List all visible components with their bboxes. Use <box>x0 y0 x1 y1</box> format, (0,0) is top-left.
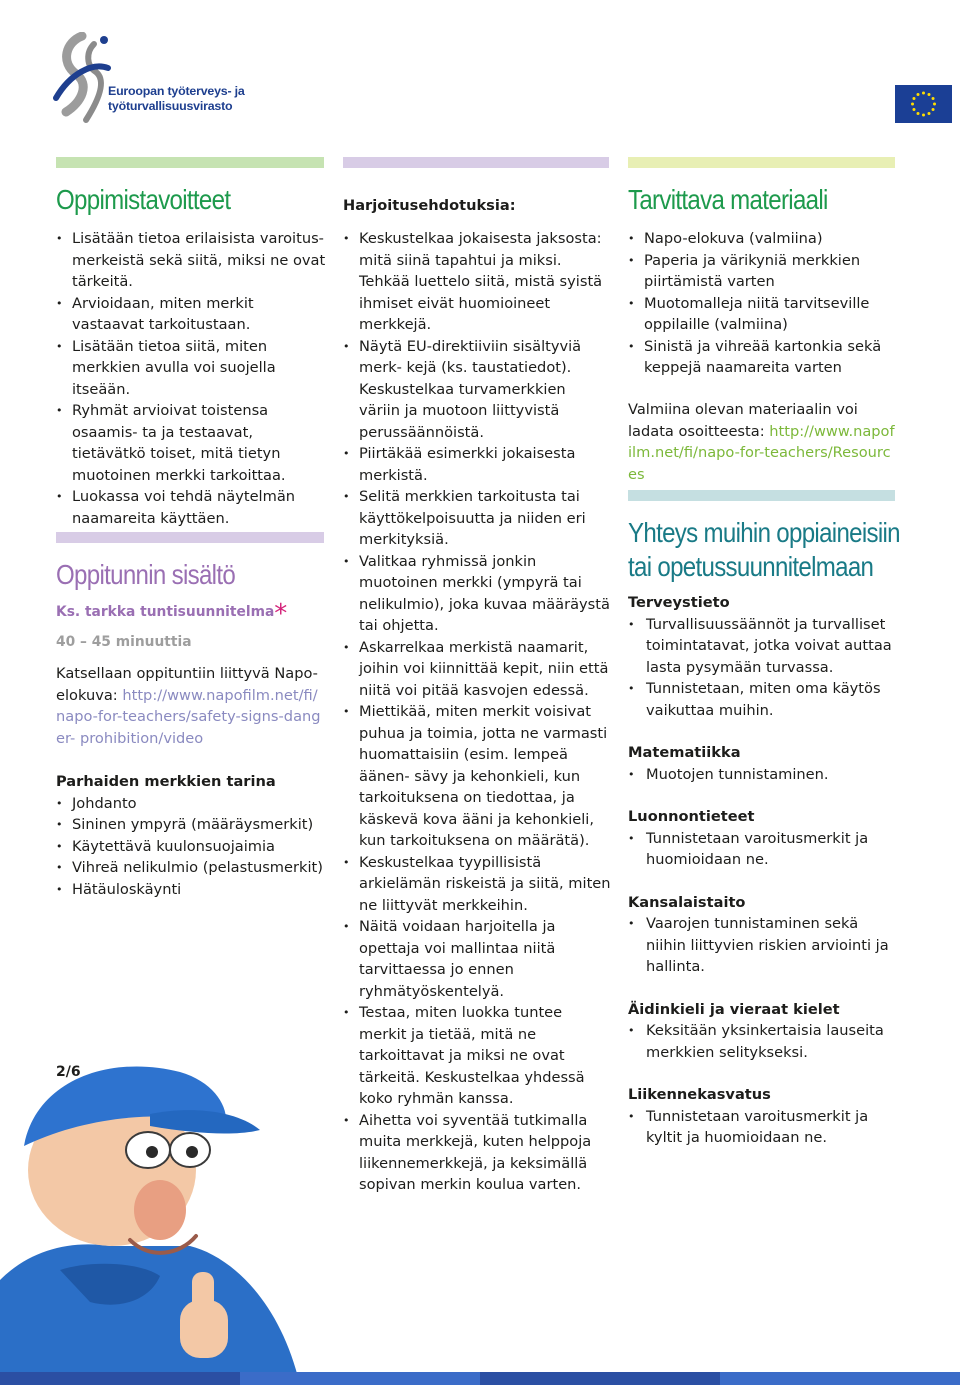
lesson-plan-ref <box>56 598 326 629</box>
list-item: • Aihetta voi syventää tutkimalla muita merkkejä, kuten helppoja liikennemerkkejä, ja keksimällä sopivan merkin koulua varten. <box>343 1110 611 1196</box>
subject-heading: Matematiikka <box>628 744 741 761</box>
napo-mascot-image <box>0 1050 300 1385</box>
lesson-plan-link[interactable]: Ks. tarkka tuntisuunnitelma <box>56 604 275 620</box>
eu-star-icon <box>928 93 931 96</box>
section-bar-green <box>56 157 324 168</box>
list-item: • Muotomalleja niitä tarvitseville oppilaille (valmiina) <box>628 293 896 336</box>
section-bar-teal <box>628 490 895 501</box>
list-item: • Ryhmät arvioivat toistensa osaamis- ta ja testaavat, tietävätkö toiset, mitä tietyn muotoinen merkki tarkoittaa. <box>56 400 326 486</box>
list-item: • Näitä voidaan harjoitella ja opettaja voi mallintaa niitä tarvittaessa jo ennen ryhmätyöskentelyä. <box>343 916 611 1002</box>
subject-items <box>628 1020 896 1063</box>
eu-star-icon <box>912 108 915 111</box>
list-item: • Keskustelkaa tyypillisistä arkielämän riskeistä ja siitä, miten ne liittyvät merkkeihin. <box>343 852 611 917</box>
list-item: • Paperia ja värikyniä merkkien piirtämistä varten <box>628 250 896 293</box>
eu-star-icon <box>932 97 935 100</box>
video-intro-text: Katsellaan oppituntiin liittyvä Napo-elokuva: <box>56 665 318 704</box>
video-intro <box>56 663 326 749</box>
list-item: • Sininen ympyrä (määräysmerkit) <box>56 814 326 836</box>
list-item: • Piirtäkää esimerkki jokaisesta merkistä. <box>343 443 611 486</box>
lesson-content-heading: Oppitunnin sisältö <box>56 559 236 590</box>
duration: 40 – 45 minuuttia <box>56 633 192 650</box>
list-item: • Valitkaa ryhmissä jonkin muotoinen merkki (ympyrä tai nelikulmio), joka kuvaa määräystä tai ohjetta. <box>343 551 611 637</box>
download-link[interactable]: http://www.napofilm.net/fi/napo-for-teachers/Resources <box>628 422 895 483</box>
subject-heading: Kansalaistaito <box>628 893 746 911</box>
exercises-list <box>343 228 611 1196</box>
eu-star-icon <box>932 108 935 111</box>
curriculum-subjects <box>628 592 896 1149</box>
subject-heading: Äidinkieli ja vieraat kielet <box>628 1000 840 1018</box>
list-item: • Napo-elokuva (valmiina) <box>628 228 896 250</box>
eu-star-icon <box>911 103 914 106</box>
list-item: • Vaarojen tunnistaminen sekä niihin liittyvien riskien arviointi ja hallinta. <box>628 913 896 978</box>
agency-name <box>108 84 245 114</box>
list-item: • Keksitään yksinkertaisia lauseita merkkien selitykseksi. <box>628 1020 896 1063</box>
list-item: • Hätäuloskäynti <box>56 879 326 901</box>
list-item: • Luokassa voi tehdä näytelmän naamareita käyttäen. <box>56 486 326 529</box>
story-list <box>56 793 326 901</box>
list-item: • Johdanto <box>56 793 326 815</box>
eu-star-icon <box>928 112 931 115</box>
footnote-star: * <box>274 599 288 629</box>
list-item: • Lisätään tietoa siitä, miten merkkien avulla voi suojella itseään. <box>56 336 326 401</box>
list-item: • Askarrelkaa merkistä naamarit, joihin voi kiinnittää kepit, niin että niitä voi pitää kasvojen edessä. <box>343 637 611 702</box>
list-item: • Testaa, miten luokka tuntee merkit ja tietää, mitä ne tarkoittavat ja miksi ne ovat tärkeitä. Keskustelkaa yhdessä koko ryhmän kanssa. <box>343 1002 611 1110</box>
subject-heading: Luonnontieteet <box>628 808 755 825</box>
subject-items <box>628 614 896 722</box>
subject-items <box>628 1106 896 1149</box>
list-item: • Tunnistetaan varoitusmerkit ja huomioidaan ne. <box>628 828 896 871</box>
curriculum-heading-line2: tai opetussuunnitelmaan <box>628 551 874 582</box>
objectives-list <box>56 228 326 529</box>
list-item: • Arvioidaan, miten merkit vastaavat tarkoitustaan. <box>56 293 326 336</box>
list-item: • Turvallisuussäännöt ja turvalliset toimintatavat, jotka voivat auttaa lasta pysymään turvassa. <box>628 614 896 679</box>
list-item: • Keskustelkaa jokaisesta jaksosta: mitä siinä tapahtui ja miksi. Tehkää luettelo siitä, mistä syistä ihmiset eivät huomioineet merkkejä. <box>343 228 611 336</box>
curriculum-heading <box>628 516 900 584</box>
agency-name-line2: työturvallisuusvirasto <box>108 99 233 113</box>
curriculum-heading-line1: Yhteys muihin oppiaineisiin <box>628 517 900 548</box>
section-bar-purple <box>56 532 324 543</box>
list-item: • Vihreä nelikulmio (pelastusmerkit) <box>56 857 326 879</box>
eu-star-icon <box>917 112 920 115</box>
exercises-heading: Harjoitusehdotuksia: <box>343 197 516 214</box>
materials-heading: Tarvittava materiaali <box>628 184 828 215</box>
list-item: • Näytä EU-direktiiviin sisältyviä merk- kejä (ks. taustatiedot). Keskustelkaa turvamerkkien väriin ja muotoon liittyvistä perussäännöistä. <box>343 336 611 444</box>
agency-name-line1: Euroopan työterveys- ja <box>108 84 245 98</box>
eu-star-icon <box>922 92 925 95</box>
eu-star-icon <box>922 114 925 117</box>
eu-flag-icon <box>895 85 952 123</box>
subject-items <box>628 764 896 786</box>
list-item: • Selitä merkkien tarkoitusta tai käyttökelpoisuutta ja niiden eri merkityksiä. <box>343 486 611 551</box>
subject-items <box>628 828 896 871</box>
list-item: • Sinistä ja vihreää kartonkia sekä keppejä naamareita varten <box>628 336 896 379</box>
objectives-heading: Oppimistavoitteet <box>56 184 231 215</box>
eu-star-icon <box>917 93 920 96</box>
section-bar-lilac <box>343 157 609 168</box>
list-item: • Lisätään tietoa erilaisista varoitus- merkeistä sekä siitä, miksi ne ovat tärkeitä. <box>56 228 326 293</box>
list-item: • Tunnistetaan, miten oma käytös vaikuttaa muihin. <box>628 678 896 721</box>
subject-heading: Terveystieto <box>628 594 730 611</box>
list-item: • Tunnistetaan varoitusmerkit ja kyltit ja huomioidaan ne. <box>628 1106 896 1149</box>
bottom-color-band <box>0 1372 960 1385</box>
subject-heading: Liikennekasvatus <box>628 1086 771 1103</box>
download-note <box>628 399 896 485</box>
list-item: • Miettikää, miten merkit voisivat puhua ja toimia, jotta ne varmasti huomattaisiin (esim. lempeä äänen- sävy ja kehonkieli, kun tarkoituksena on tiedottaa, ja käskevä kova ääni ja kehonkieli, kun tarkoituksena on määrätä). <box>343 701 611 852</box>
page-number: 2/6 <box>56 1064 81 1080</box>
materials-list <box>628 228 896 379</box>
video-link[interactable]: http://www.napofilm.net/fi/napo-for-teachers/safety-signs-danger- prohibition/video <box>56 686 321 747</box>
eu-star-icon <box>912 97 915 100</box>
download-text: Valmiina olevan materiaalin voi ladata osoitteesta: <box>628 401 858 440</box>
story-heading: Parhaiden merkkien tarina <box>56 773 276 790</box>
eu-star-icon <box>933 103 936 106</box>
section-bar-yellow <box>628 157 895 168</box>
list-item: • Muotojen tunnistaminen. <box>628 764 896 786</box>
subject-items <box>628 913 896 978</box>
list-item: • Käytettävä kuulonsuojaimia <box>56 836 326 858</box>
